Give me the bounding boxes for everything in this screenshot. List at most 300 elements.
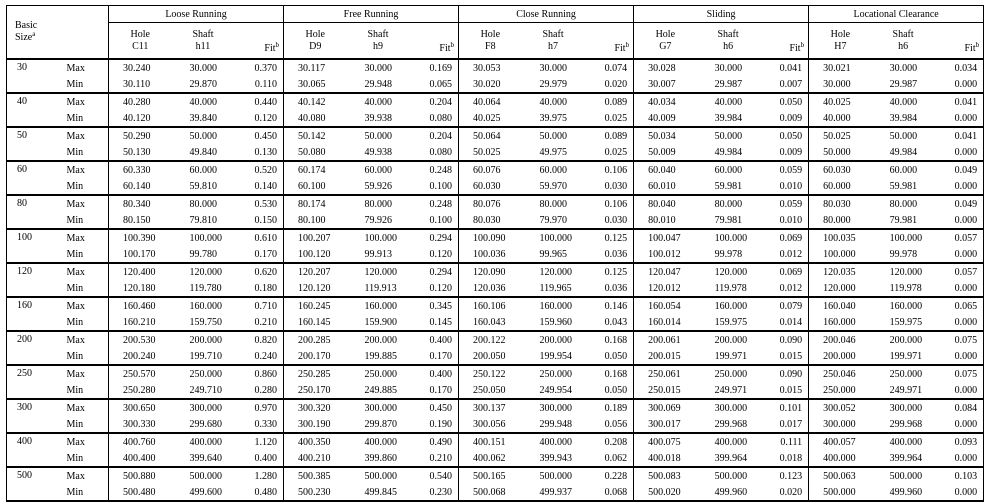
hole-value-cell: 40.080 (284, 110, 347, 127)
shaft-value-cell: 100.000 (889, 232, 923, 244)
shaft-value-cell: 99.780 (172, 246, 235, 263)
shaft-grade: h7 (548, 40, 559, 52)
hole-value-cell: 80.040 (634, 195, 697, 212)
fit-value-cell: 0.820 (235, 331, 284, 348)
hole-value-cell: 160.040 (809, 297, 872, 314)
fit-column-header (760, 23, 809, 60)
shaft-value-cell: 50.000 (539, 130, 568, 142)
shaft-value-cell: 500.000 (189, 470, 222, 482)
hole-value-cell: 120.036 (459, 280, 522, 297)
basic-size-footnote-mark: a (32, 30, 36, 38)
limit-label-cell: Min (63, 416, 109, 433)
shaft-value-cell: 299.968 (872, 416, 935, 433)
shaft-value-cell: 250.000 (364, 368, 398, 380)
limit-label-cell: Min (63, 314, 109, 331)
shaft-value-cell: 49.938 (347, 144, 410, 161)
fit-label: Fit (264, 43, 276, 54)
fit-value-cell: 0.050 (585, 348, 634, 365)
shaft-value-cell: 39.840 (172, 110, 235, 127)
hole-value-cell: 200.046 (809, 331, 872, 348)
limit-label-cell: Max (66, 402, 85, 414)
shaft-value-cell: 250.000 (714, 368, 748, 380)
hole-value-cell: 30.021 (809, 59, 872, 76)
hole-value-cell: 40.280 (109, 93, 172, 110)
fit-value-cell: 0.440 (235, 93, 284, 110)
fit-value-cell: 0.970 (235, 399, 284, 416)
limit-label-cell: Max (66, 198, 85, 210)
fit-value-cell: 0.190 (410, 416, 459, 433)
shaft-value-cell: 80.000 (189, 198, 217, 210)
fit-value-cell: 0.120 (235, 110, 284, 127)
shaft-value-cell: 300.000 (189, 402, 222, 414)
basic-size-cell (7, 178, 63, 195)
table-row (7, 450, 984, 467)
hole-value-cell: 100.035 (809, 229, 872, 246)
limit-label-cell: Min (63, 348, 109, 365)
shaft-value-cell: 120.000 (189, 266, 222, 278)
shaft-value-cell: 199.710 (172, 348, 235, 365)
shaft-value-cell: 119.978 (872, 280, 935, 297)
fit-footnote-mark: b (275, 41, 280, 49)
hole-value-cell: 50.290 (109, 127, 172, 144)
hole-value-cell: 250.122 (459, 365, 522, 382)
fit-value-cell: 0.150 (235, 212, 284, 229)
fit-value-cell: 0.007 (760, 76, 809, 93)
hole-value-cell: 30.053 (459, 59, 522, 76)
fit-value-cell: 0.012 (760, 280, 809, 297)
fit-value-cell: 0.000 (935, 348, 984, 365)
basic-size-cell (7, 450, 63, 467)
hole-value-cell: 30.065 (284, 76, 347, 93)
fit-value-cell: 0.146 (585, 297, 634, 314)
fit-value-cell: 0.000 (935, 246, 984, 263)
fit-value-cell: 0.168 (585, 365, 634, 382)
hole-value-cell: 200.240 (109, 348, 172, 365)
table-row (7, 467, 984, 484)
limit-label-cell: Max (66, 300, 85, 312)
basic-size-cell (7, 246, 63, 263)
fit-value-cell: 0.228 (585, 467, 634, 484)
fit-value-cell: 0.010 (760, 178, 809, 195)
table-row (7, 59, 984, 76)
shaft-value-cell: 29.870 (172, 76, 235, 93)
group-header-close-running: Close Running (459, 6, 634, 23)
shaft-value-cell: 30.000 (364, 62, 393, 74)
fit-value-cell: 0.000 (935, 450, 984, 467)
shaft-value-cell: 199.954 (522, 348, 585, 365)
fit-value-cell: 0.093 (935, 433, 984, 450)
fit-value-cell: 0.100 (410, 212, 459, 229)
shaft-value-cell: 99.913 (347, 246, 410, 263)
shaft-value-cell: 399.860 (347, 450, 410, 467)
shaft-value-cell: 159.975 (872, 314, 935, 331)
basic-size-cell (7, 382, 63, 399)
hole-value-cell: 80.340 (109, 195, 172, 212)
fit-value-cell: 0.450 (410, 399, 459, 416)
shaft-value-cell: 99.978 (872, 246, 935, 263)
shaft-value-cell: 40.000 (189, 96, 217, 108)
hole-value-cell: 60.010 (634, 178, 697, 195)
shaft-value-cell: 249.971 (872, 382, 935, 399)
hole-value-cell: 120.090 (459, 263, 522, 280)
fit-value-cell: 0.030 (585, 178, 634, 195)
fit-value-cell: 0.230 (410, 484, 459, 501)
hole-value-cell: 50.080 (284, 144, 347, 161)
hole-value-cell: 400.000 (809, 450, 872, 467)
hole-value-cell: 120.035 (809, 263, 872, 280)
fit-value-cell: 0.168 (585, 331, 634, 348)
fit-value-cell: 0.100 (410, 178, 459, 195)
shaft-value-cell: 500.000 (364, 470, 398, 482)
limit-label-cell: Min (63, 450, 109, 467)
hole-value-cell: 500.880 (109, 467, 172, 484)
shaft-value-cell: 200.000 (889, 334, 923, 346)
shaft-value-cell: 80.000 (889, 198, 918, 210)
fit-value-cell: 0.248 (410, 161, 459, 178)
fit-value-cell: 0.145 (410, 314, 459, 331)
shaft-value-cell: 119.780 (172, 280, 235, 297)
shaft-value-cell: 60.000 (364, 164, 393, 176)
hole-value-cell: 40.025 (459, 110, 522, 127)
hole-value-cell: 30.028 (634, 59, 697, 76)
basic-size-label-2: Size (15, 32, 33, 43)
fit-label: Fit (789, 43, 801, 54)
fit-value-cell: 0.041 (760, 59, 809, 76)
shaft-grade: h6 (723, 40, 734, 52)
table-row (7, 229, 984, 246)
fit-value-cell: 0.450 (235, 127, 284, 144)
hole-value-cell: 200.000 (809, 348, 872, 365)
fit-value-cell: 0.041 (935, 127, 984, 144)
fit-value-cell: 0.050 (585, 382, 634, 399)
fit-column-header (585, 23, 634, 60)
shaft-grade: h11 (195, 40, 211, 52)
limit-label-cell: Min (63, 484, 109, 501)
hole-value-cell: 500.385 (284, 467, 347, 484)
fit-column-header (235, 23, 284, 60)
hole-value-cell: 120.207 (284, 263, 347, 280)
shaft-value-cell: 400.000 (189, 436, 222, 448)
hole-value-cell: 120.180 (109, 280, 172, 297)
fit-value-cell: 0.345 (410, 297, 459, 314)
basic-size-cell (7, 416, 63, 433)
table-row (7, 348, 984, 365)
hole-value-cell: 120.400 (109, 263, 172, 280)
fit-value-cell: 0.075 (935, 331, 984, 348)
shaft-column-header (872, 23, 935, 60)
fit-value-cell: 0.020 (760, 484, 809, 501)
hole-value-cell: 200.530 (109, 331, 172, 348)
shaft-label: Shaft (542, 28, 564, 40)
shaft-column-header (347, 23, 410, 60)
shaft-value-cell: 49.984 (697, 144, 760, 161)
shaft-value-cell: 40.000 (714, 96, 743, 108)
basic-size-cell: 500 (7, 467, 63, 484)
hole-value-cell: 250.285 (284, 365, 347, 382)
shaft-column-header (697, 23, 760, 60)
shaft-value-cell: 99.978 (697, 246, 760, 263)
hole-value-cell: 120.012 (634, 280, 697, 297)
hole-value-cell: 200.285 (284, 331, 347, 348)
fit-value-cell: 0.000 (935, 76, 984, 93)
hole-value-cell: 200.015 (634, 348, 697, 365)
hole-value-cell: 60.330 (109, 161, 172, 178)
shaft-value-cell: 39.984 (697, 110, 760, 127)
shaft-value-cell: 79.981 (697, 212, 760, 229)
shaft-value-cell: 80.000 (714, 198, 743, 210)
basic-size-cell: 120 (7, 263, 63, 280)
hole-grade: F8 (485, 40, 496, 52)
fit-value-cell: 0.210 (235, 314, 284, 331)
fit-value-cell: 0.041 (935, 93, 984, 110)
table-row (7, 195, 984, 212)
fit-value-cell: 0.106 (585, 195, 634, 212)
fit-value-cell: 0.480 (235, 484, 284, 501)
table-row (7, 144, 984, 161)
basic-size-cell: 100 (7, 229, 63, 246)
shaft-value-cell: 299.948 (522, 416, 585, 433)
basic-size-cell: 40 (7, 93, 63, 110)
hole-value-cell: 30.110 (109, 76, 172, 93)
limit-label-cell: Max (66, 334, 85, 346)
hole-value-cell: 50.025 (809, 127, 872, 144)
shaft-value-cell: 119.965 (522, 280, 585, 297)
shaft-value-cell: 400.000 (539, 436, 573, 448)
table-row (7, 93, 984, 110)
hole-value-cell: 300.137 (459, 399, 522, 416)
fit-value-cell: 0.065 (410, 76, 459, 93)
shaft-value-cell: 40.000 (539, 96, 568, 108)
table-row (7, 127, 984, 144)
shaft-value-cell: 40.000 (364, 96, 393, 108)
shaft-value-cell: 119.978 (697, 280, 760, 297)
shaft-value-cell: 199.971 (697, 348, 760, 365)
fit-value-cell: 0.057 (935, 229, 984, 246)
shaft-value-cell: 80.000 (539, 198, 568, 210)
fit-value-cell: 0.015 (760, 348, 809, 365)
hole-value-cell: 100.120 (284, 246, 347, 263)
hole-value-cell: 40.025 (809, 93, 872, 110)
fit-value-cell: 0.000 (935, 382, 984, 399)
hole-value-cell: 60.030 (459, 178, 522, 195)
fit-value-cell: 0.103 (935, 467, 984, 484)
hole-value-cell: 250.015 (634, 382, 697, 399)
hole-value-cell: 300.056 (459, 416, 522, 433)
shaft-value-cell: 500.000 (539, 470, 573, 482)
hole-value-cell: 30.240 (109, 59, 172, 76)
basic-size-cell: 300 (7, 399, 63, 416)
shaft-value-cell: 249.971 (697, 382, 760, 399)
hole-value-cell: 500.230 (284, 484, 347, 501)
shaft-value-cell: 99.965 (522, 246, 585, 263)
fit-value-cell: 0.180 (235, 280, 284, 297)
fit-value-cell: 0.043 (585, 314, 634, 331)
shaft-value-cell: 200.000 (714, 334, 748, 346)
hole-value-cell: 160.043 (459, 314, 522, 331)
shaft-value-cell: 29.987 (697, 76, 760, 93)
basic-size-label: Basic (15, 20, 38, 31)
fit-value-cell: 0.050 (760, 127, 809, 144)
shaft-value-cell: 30.000 (889, 62, 918, 74)
fit-value-cell: 1.120 (235, 433, 284, 450)
hole-value-cell: 250.000 (809, 382, 872, 399)
hole-value-cell: 100.036 (459, 246, 522, 263)
fit-value-cell: 0.125 (585, 263, 634, 280)
shaft-grade: h9 (373, 40, 384, 52)
basic-size-cell: 250 (7, 365, 63, 382)
shaft-value-cell: 39.938 (347, 110, 410, 127)
table-row (7, 297, 984, 314)
limit-label-cell: Max (66, 266, 85, 278)
hole-value-cell: 300.017 (634, 416, 697, 433)
table-row (7, 178, 984, 195)
shaft-value-cell: 60.000 (189, 164, 217, 176)
fit-label: Fit (439, 43, 451, 54)
shaft-value-cell: 300.000 (539, 402, 573, 414)
shaft-value-cell: 200.000 (364, 334, 398, 346)
hole-grade: D9 (309, 40, 322, 52)
fit-value-cell: 0.140 (235, 178, 284, 195)
shaft-column-header (172, 23, 235, 60)
fit-value-cell: 0.009 (760, 110, 809, 127)
shaft-value-cell: 50.000 (189, 130, 217, 142)
shaft-value-cell: 59.926 (347, 178, 410, 195)
shaft-column-header (522, 23, 585, 60)
shaft-value-cell: 400.000 (889, 436, 923, 448)
hole-value-cell: 400.210 (284, 450, 347, 467)
shaft-value-cell: 119.913 (347, 280, 410, 297)
fit-value-cell: 0.057 (935, 263, 984, 280)
fit-value-cell: 0.049 (935, 195, 984, 212)
shaft-value-cell: 199.971 (872, 348, 935, 365)
hole-value-cell: 50.064 (459, 127, 522, 144)
hole-value-cell: 80.030 (809, 195, 872, 212)
hole-value-cell: 100.000 (809, 246, 872, 263)
shaft-value-cell: 60.000 (714, 164, 743, 176)
shaft-value-cell: 300.000 (364, 402, 398, 414)
hole-value-cell: 250.280 (109, 382, 172, 399)
fit-value-cell: 0.101 (760, 399, 809, 416)
shaft-value-cell: 200.000 (539, 334, 573, 346)
fit-value-cell: 0.240 (235, 348, 284, 365)
basic-size-cell (7, 76, 63, 93)
hole-value-cell: 500.083 (634, 467, 697, 484)
shaft-value-cell: 100.000 (539, 232, 573, 244)
hole-value-cell: 120.120 (284, 280, 347, 297)
table-row (7, 399, 984, 416)
shaft-value-cell: 80.000 (364, 198, 393, 210)
hole-value-cell: 200.170 (284, 348, 347, 365)
group-header-sliding: Sliding (634, 6, 809, 23)
basic-size-cell: 160 (7, 297, 63, 314)
hole-value-cell: 250.046 (809, 365, 872, 382)
shaft-value-cell: 399.640 (172, 450, 235, 467)
hole-value-cell: 500.063 (809, 467, 872, 484)
fit-value-cell: 0.012 (760, 246, 809, 263)
hole-value-cell: 200.122 (459, 331, 522, 348)
fit-value-cell: 0.050 (760, 93, 809, 110)
table-row (7, 263, 984, 280)
fit-value-cell: 0.123 (760, 467, 809, 484)
hole-value-cell: 100.012 (634, 246, 697, 263)
shaft-value-cell: 250.000 (189, 368, 222, 380)
hole-value-cell: 50.034 (634, 127, 697, 144)
fit-value-cell: 0.075 (935, 365, 984, 382)
fit-value-cell: 0.170 (410, 348, 459, 365)
fit-value-cell: 0.080 (410, 144, 459, 161)
fit-value-cell: 0.079 (760, 297, 809, 314)
clearance-fits-table (6, 5, 984, 502)
shaft-value-cell: 159.750 (172, 314, 235, 331)
fit-value-cell: 0.370 (235, 59, 284, 76)
limit-label-cell: Min (63, 76, 109, 93)
shaft-value-cell: 50.000 (714, 130, 743, 142)
fit-value-cell: 0.610 (235, 229, 284, 246)
hole-value-cell: 80.100 (284, 212, 347, 229)
hole-value-cell: 60.100 (284, 178, 347, 195)
fit-value-cell: 0.120 (410, 280, 459, 297)
shaft-value-cell: 499.600 (172, 484, 235, 501)
fit-value-cell: 0.030 (585, 212, 634, 229)
table-row (7, 110, 984, 127)
hole-value-cell: 500.165 (459, 467, 522, 484)
hole-value-cell: 300.330 (109, 416, 172, 433)
hole-value-cell: 100.390 (109, 229, 172, 246)
shaft-value-cell: 49.975 (522, 144, 585, 161)
group-header-free-running: Free Running (284, 6, 459, 23)
shaft-value-cell: 60.000 (889, 164, 918, 176)
hole-value-cell: 500.480 (109, 484, 172, 501)
hole-label: Hole (305, 28, 325, 40)
table-row (7, 280, 984, 297)
shaft-value-cell: 30.000 (189, 62, 217, 74)
shaft-label: Shaft (367, 28, 389, 40)
fit-value-cell: 0.210 (410, 450, 459, 467)
hole-value-cell: 300.190 (284, 416, 347, 433)
shaft-value-cell: 160.000 (539, 300, 573, 312)
fit-value-cell: 0.000 (935, 314, 984, 331)
hole-value-cell: 160.245 (284, 297, 347, 314)
fit-value-cell: 0.000 (935, 110, 984, 127)
shaft-value-cell: 60.000 (539, 164, 568, 176)
fit-value-cell: 0.710 (235, 297, 284, 314)
hole-value-cell: 40.000 (809, 110, 872, 127)
fit-value-cell: 0.111 (760, 433, 809, 450)
fit-value-cell: 0.018 (760, 450, 809, 467)
hole-value-cell: 400.062 (459, 450, 522, 467)
hole-grade: H7 (834, 40, 847, 52)
hole-value-cell: 80.174 (284, 195, 347, 212)
fit-value-cell: 0.400 (410, 331, 459, 348)
fit-footnote-mark: b (800, 41, 805, 49)
limit-label-cell: Min (63, 212, 109, 229)
basic-size-cell (7, 212, 63, 229)
shaft-value-cell: 59.981 (697, 178, 760, 195)
hole-value-cell: 80.010 (634, 212, 697, 229)
table-row (7, 314, 984, 331)
fit-value-cell: 0.062 (585, 450, 634, 467)
fit-column-header (935, 23, 984, 60)
limit-label-cell: Min (63, 178, 109, 195)
fit-value-cell: 0.036 (585, 246, 634, 263)
hole-value-cell: 160.000 (809, 314, 872, 331)
hole-value-cell: 30.007 (634, 76, 697, 93)
fit-value-cell: 0.074 (585, 59, 634, 76)
hole-column-header (634, 23, 697, 60)
shaft-value-cell: 120.000 (889, 266, 923, 278)
basic-size-cell: 50 (7, 127, 63, 144)
shaft-value-cell: 29.979 (522, 76, 585, 93)
